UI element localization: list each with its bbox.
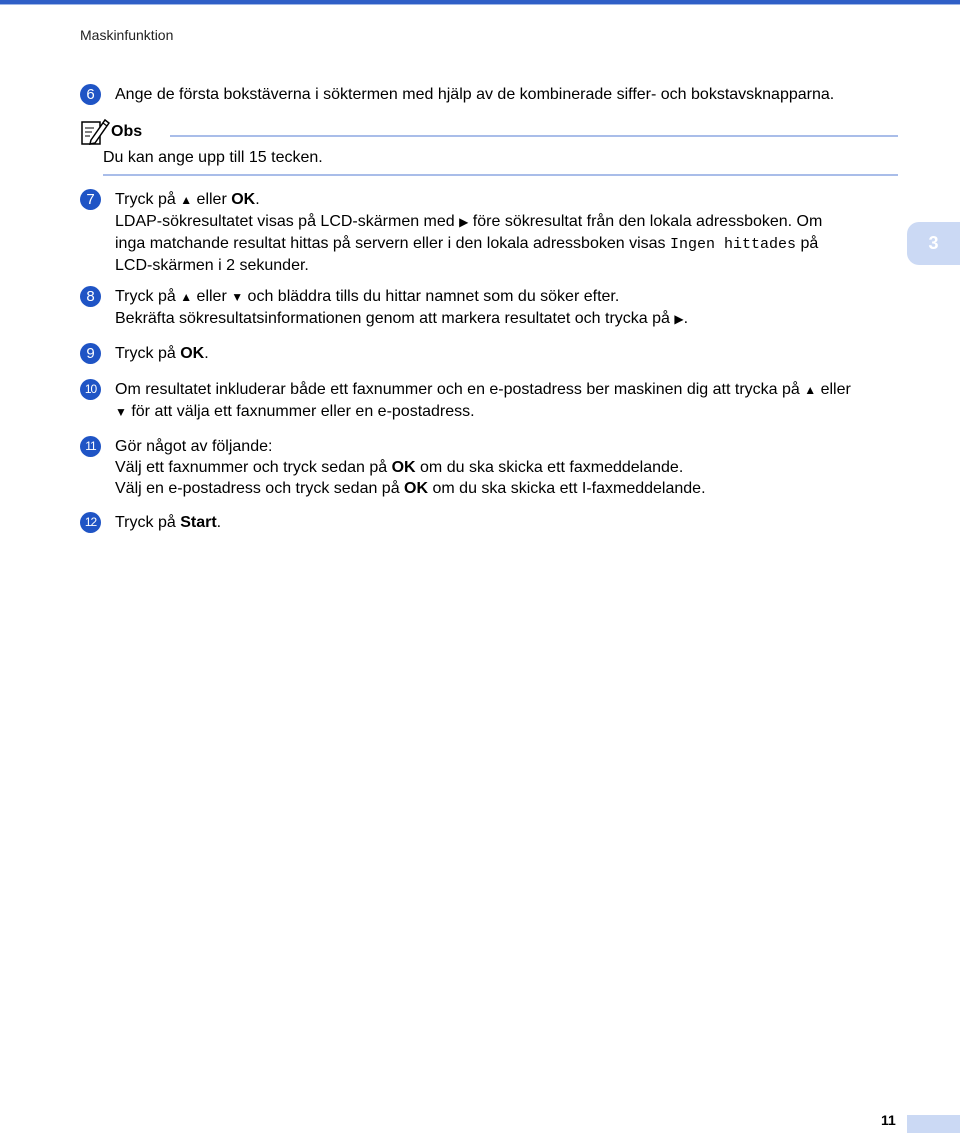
step-line: LDAP-sökresultatet visas på LCD-skärmen med ▶ före sökresultat från den lokala adressboken. Om xyxy=(115,213,823,230)
right-arrow-icon: ▶ xyxy=(674,312,684,326)
ok-key: OK xyxy=(180,345,205,362)
down-arrow-icon: ▼ xyxy=(115,405,127,419)
up-arrow-icon: ▲ xyxy=(180,193,193,207)
step-line: Välj ett faxnummer och tryck sedan på OK om du ska skicka ett faxmeddelande. xyxy=(115,459,684,476)
down-arrow-icon: ▼ xyxy=(231,290,244,304)
step-line: LCD-skärmen i 2 sekunder. xyxy=(115,257,309,274)
step-line: Tryck på ▲ eller ▼ och bläddra tills du hittar namnet som du söker efter. xyxy=(115,288,620,305)
step-text xyxy=(115,286,900,330)
step-number: 12 xyxy=(80,512,101,533)
page-number-tab xyxy=(907,1115,960,1133)
step-text xyxy=(115,84,900,105)
step-text xyxy=(115,379,900,423)
note-bottom-rule xyxy=(103,174,898,176)
up-arrow-icon: ▲ xyxy=(180,290,193,304)
step-line: ▼ för att välja ett faxnummer eller en e-postadress. xyxy=(115,403,475,420)
step-text xyxy=(115,436,900,499)
start-key: Start xyxy=(180,514,217,531)
pencil-note-icon xyxy=(80,116,110,146)
note-divider xyxy=(170,135,898,137)
top-border-shadow xyxy=(0,4,960,5)
step-line: Ange de första bokstäverna i söktermen med hjälp av de kombinerade siffer- och bokstavsknapparna. xyxy=(115,86,835,103)
note-box xyxy=(80,116,898,178)
step-line: Gör något av följande: xyxy=(115,438,273,455)
step-line: Om resultatet inkluderar både ett faxnummer och en e-postadress ber maskinen dig att trycka på ▲ eller xyxy=(115,381,851,398)
chapter-tab: 3 xyxy=(907,222,960,265)
step-line: Välj en e-postadress och tryck sedan på OK om du ska skicka ett I-faxmeddelande. xyxy=(115,480,706,497)
step-line: inga matchande resultat hittas på servern eller i den lokala adressboken visas Ingen hittades på xyxy=(115,235,819,253)
step-line: Tryck på Start. xyxy=(115,514,222,531)
step-number: 9 xyxy=(80,343,101,364)
ok-key: OK xyxy=(231,191,256,208)
step-number: 8 xyxy=(80,286,101,307)
step-text xyxy=(115,512,900,533)
step-number: 10 xyxy=(80,379,101,400)
right-arrow-icon: ▶ xyxy=(459,215,469,229)
step-line: Bekräfta sökresultatsinformationen genom att markera resultatet och trycka på ▶. xyxy=(115,310,689,327)
ok-key: OK xyxy=(391,459,416,476)
step-number: 11 xyxy=(80,436,101,457)
lcd-message: Ingen hittades xyxy=(669,236,797,253)
step-line: Tryck på ▲ eller OK. xyxy=(115,191,260,208)
up-arrow-icon: ▲ xyxy=(804,383,817,397)
step-number: 6 xyxy=(80,84,101,105)
ok-key: OK xyxy=(404,480,429,497)
note-title: Obs xyxy=(111,123,143,140)
step-text xyxy=(115,343,900,364)
step-text xyxy=(115,189,900,276)
step-line: Tryck på OK. xyxy=(115,345,209,362)
note-body: Du kan ange upp till 15 tecken. xyxy=(103,149,323,166)
section-header: Maskinfunktion xyxy=(80,27,174,43)
step-number: 7 xyxy=(80,189,101,210)
page-number: 11 xyxy=(881,1112,896,1128)
